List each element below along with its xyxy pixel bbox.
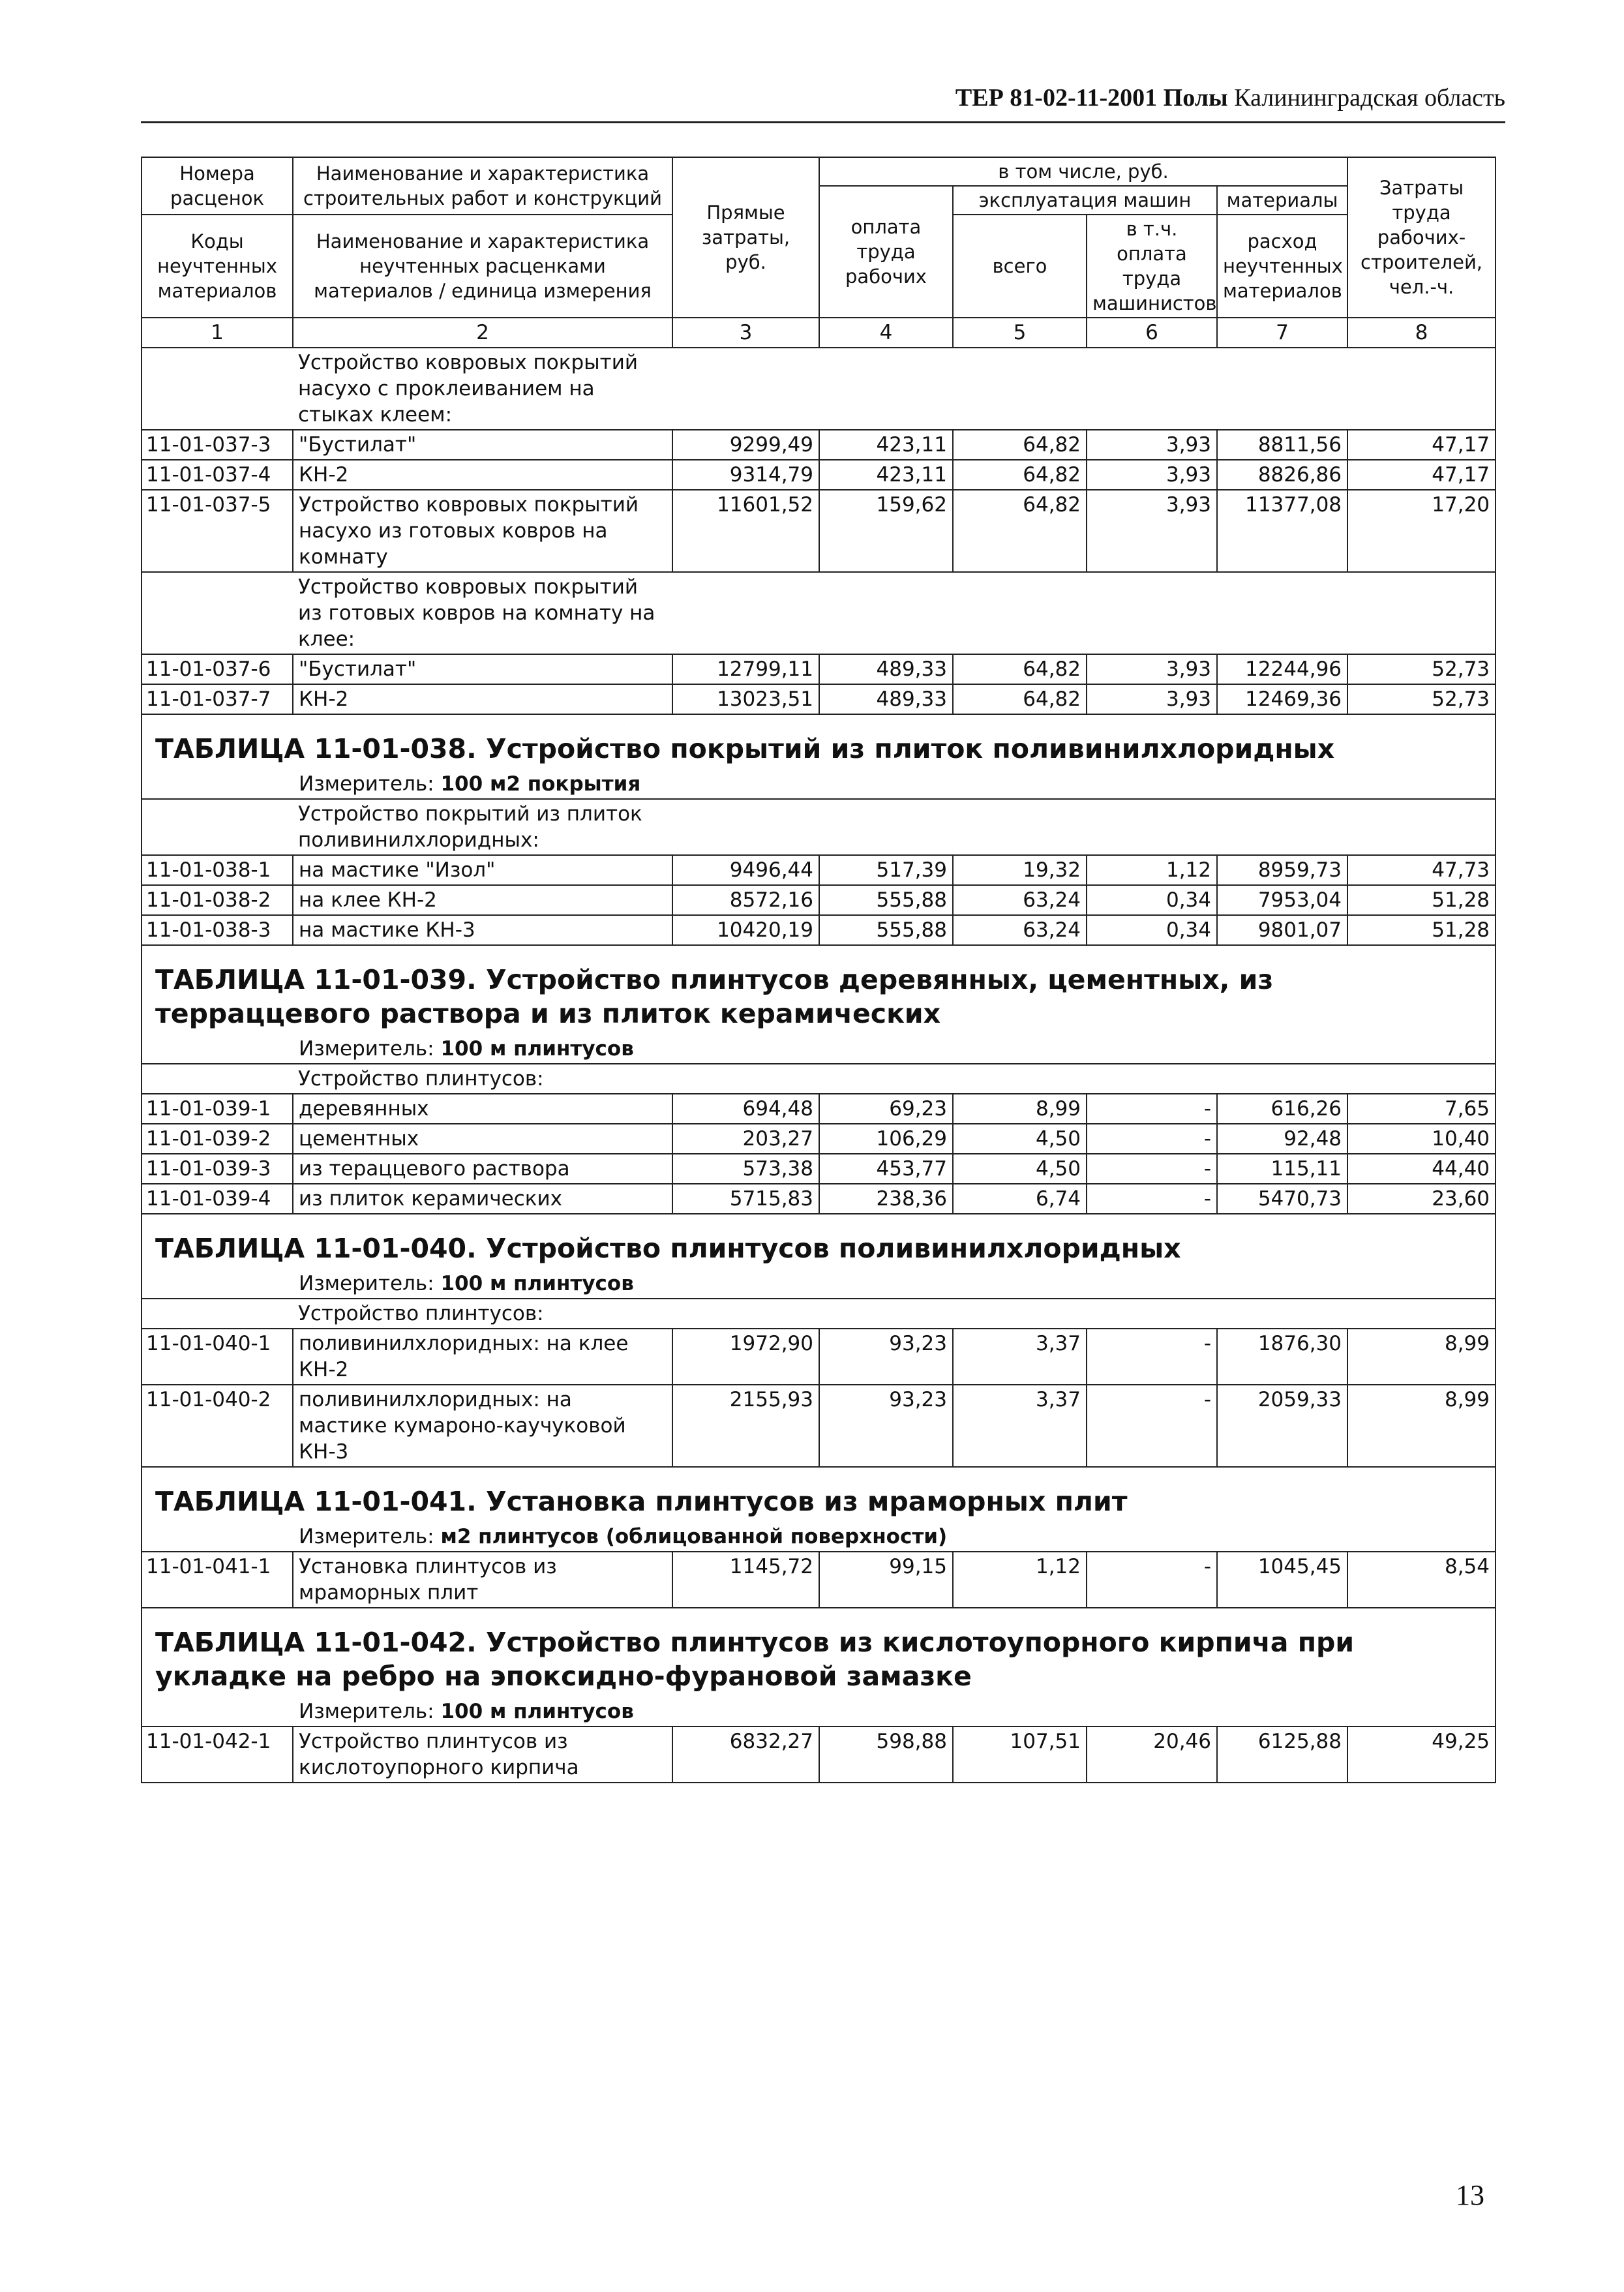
- column-number: 1: [142, 318, 293, 348]
- meter-value: м2 плинтусов (облицованной поверхности): [440, 1525, 948, 1548]
- table-title-row: [142, 1214, 1496, 1269]
- table-row: [142, 915, 1496, 945]
- table-title-row: [142, 714, 1496, 770]
- rate-name: Установка плинтусов из мраморных плит: [293, 1552, 672, 1608]
- rate-value: 47,17: [1347, 460, 1496, 490]
- rate-value: 12799,11: [672, 654, 819, 684]
- table-row: [142, 1124, 1496, 1154]
- rate-value: -: [1087, 1552, 1217, 1608]
- rate-value: 44,40: [1347, 1154, 1496, 1184]
- rate-code: 11-01-040-1: [142, 1329, 293, 1385]
- table-label: ТАБЛИЦА 11-01-041.: [155, 1486, 477, 1517]
- rate-value: 17,20: [1347, 490, 1496, 572]
- rate-value: 8826,86: [1217, 460, 1347, 490]
- rate-value: -: [1087, 1154, 1217, 1184]
- rate-value: 8959,73: [1217, 855, 1347, 885]
- rate-value: 423,11: [819, 430, 953, 460]
- document-code: ТЕР 81-02-11-2001 Полы: [955, 84, 1228, 112]
- table-row: [142, 684, 1496, 714]
- col-machines: эксплуатация машин: [953, 186, 1217, 215]
- rate-name: поливинилхлоридных: на клее КН-2: [293, 1329, 672, 1385]
- rate-name: на мастике "Изол": [293, 855, 672, 885]
- column-number: 3: [672, 318, 819, 348]
- rate-value: 2059,33: [1217, 1385, 1347, 1467]
- rates-table-body: [142, 157, 1496, 1783]
- table-row: [142, 1552, 1496, 1608]
- table-row: [142, 1385, 1496, 1467]
- rate-value: 1,12: [953, 1552, 1087, 1608]
- table-name: Устройство плинтусов деревянных, цементных, из терраццевого раствора и из плиток керамических: [155, 964, 1274, 1029]
- rate-value: 63,24: [953, 885, 1087, 915]
- column-numbers-row: [142, 318, 1496, 348]
- rate-name: поливинилхлоридных: на мастике кумароно-каучуковой КН-3: [293, 1385, 672, 1467]
- rate-value: 107,51: [953, 1727, 1087, 1783]
- rate-value: 9314,79: [672, 460, 819, 490]
- rate-name: из тераццевого раствора: [293, 1154, 672, 1184]
- meter-label: Измеритель:: [299, 1525, 434, 1548]
- column-number: 2: [293, 318, 672, 348]
- rate-value: 3,93: [1087, 684, 1217, 714]
- table-label: ТАБЛИЦА 11-01-039.: [155, 964, 477, 995]
- rate-value: 6,74: [953, 1184, 1087, 1214]
- rate-value: 93,23: [819, 1385, 953, 1467]
- rate-value: 8811,56: [1217, 430, 1347, 460]
- rate-value: -: [1087, 1385, 1217, 1467]
- group-empty: [672, 799, 1496, 855]
- rate-code: 11-01-038-3: [142, 915, 293, 945]
- rate-value: 115,11: [1217, 1154, 1347, 1184]
- group-blank: [142, 572, 293, 654]
- group-row: [142, 348, 1496, 430]
- table-title-row: [142, 1608, 1496, 1697]
- rate-value: 616,26: [1217, 1094, 1347, 1124]
- col-labor-pay: оплата труда рабочих: [819, 186, 953, 318]
- col-machines-labor: в т.ч. оплата труда машинистов: [1087, 215, 1217, 318]
- rate-value: 5715,83: [672, 1184, 819, 1214]
- meter: [142, 1697, 1496, 1727]
- rate-value: 3,93: [1087, 460, 1217, 490]
- rate-name: "Бустилат": [293, 430, 672, 460]
- rate-value: 203,27: [672, 1124, 819, 1154]
- rate-value: 9496,44: [672, 855, 819, 885]
- group-title: Устройство ковровых покрытий насухо с проклеиванием на стыках клеем:: [293, 348, 672, 430]
- rate-code: 11-01-039-2: [142, 1124, 293, 1154]
- rate-code: 11-01-041-1: [142, 1552, 293, 1608]
- meter: [142, 1522, 1496, 1552]
- meter-label: Измеритель:: [299, 1700, 434, 1723]
- col-missing-codes: Коды неучтенных материалов: [142, 215, 293, 318]
- table-row: [142, 855, 1496, 885]
- table-row: [142, 1727, 1496, 1783]
- meter-value: 100 м плинтусов: [440, 1700, 634, 1723]
- rate-value: 3,93: [1087, 654, 1217, 684]
- rate-value: 6832,27: [672, 1727, 819, 1783]
- meter-label: Измеритель:: [299, 1037, 434, 1061]
- rate-value: 51,28: [1347, 915, 1496, 945]
- rate-value: -: [1087, 1124, 1217, 1154]
- meter-row: [142, 1269, 1496, 1299]
- rate-value: 238,36: [819, 1184, 953, 1214]
- rate-value: 0,34: [1087, 885, 1217, 915]
- group-row: [142, 1064, 1496, 1094]
- meter: [142, 1269, 1496, 1299]
- table-row: [142, 490, 1496, 572]
- column-number: 5: [953, 318, 1087, 348]
- table-row: [142, 885, 1496, 915]
- rate-value: 9299,49: [672, 430, 819, 460]
- rate-value: 3,37: [953, 1329, 1087, 1385]
- table-title: [142, 945, 1496, 1034]
- group-blank: [142, 799, 293, 855]
- rate-value: 10420,19: [672, 915, 819, 945]
- rate-name: на клее КН-2: [293, 885, 672, 915]
- rate-value: 92,48: [1217, 1124, 1347, 1154]
- column-number: 8: [1347, 318, 1496, 348]
- rate-value: 1045,45: [1217, 1552, 1347, 1608]
- rate-value: -: [1087, 1184, 1217, 1214]
- table-name: Устройство плинтусов поливинилхлоридных: [485, 1233, 1181, 1264]
- rate-value: -: [1087, 1329, 1217, 1385]
- col-direct-costs: Прямые затраты, руб.: [672, 157, 819, 318]
- rate-name: КН-2: [293, 684, 672, 714]
- table-title-row: [142, 945, 1496, 1034]
- column-number: 4: [819, 318, 953, 348]
- group-empty: [672, 348, 1496, 430]
- column-number: 6: [1087, 318, 1217, 348]
- rate-value: 47,73: [1347, 855, 1496, 885]
- col-labor-cost: Затраты труда рабочих-строителей, чел.-ч.: [1347, 157, 1496, 318]
- rate-value: 2155,93: [672, 1385, 819, 1467]
- rate-value: 0,34: [1087, 915, 1217, 945]
- rate-code: 11-01-037-6: [142, 654, 293, 684]
- rate-value: 6125,88: [1217, 1727, 1347, 1783]
- rate-value: 159,62: [819, 490, 953, 572]
- rate-value: 11601,52: [672, 490, 819, 572]
- col-materials: материалы: [1217, 186, 1347, 215]
- meter-row: [142, 1697, 1496, 1727]
- rate-value: 8,54: [1347, 1552, 1496, 1608]
- rate-value: 7953,04: [1217, 885, 1347, 915]
- rate-value: 1145,72: [672, 1552, 819, 1608]
- rate-value: 12469,36: [1217, 684, 1347, 714]
- rate-code: 11-01-040-2: [142, 1385, 293, 1467]
- rate-code: 11-01-039-4: [142, 1184, 293, 1214]
- rate-code: 11-01-037-7: [142, 684, 293, 714]
- rate-value: -: [1087, 1094, 1217, 1124]
- table-title: [142, 714, 1496, 770]
- rate-value: 573,38: [672, 1154, 819, 1184]
- group-empty: [672, 1299, 1496, 1329]
- rate-value: 69,23: [819, 1094, 953, 1124]
- rate-value: 64,82: [953, 460, 1087, 490]
- rate-value: 64,82: [953, 490, 1087, 572]
- rate-value: 20,46: [1087, 1727, 1217, 1783]
- rate-code: 11-01-039-1: [142, 1094, 293, 1124]
- table-title-row: [142, 1467, 1496, 1522]
- meter-value: 100 м плинтусов: [440, 1037, 634, 1061]
- rates-table: [141, 157, 1496, 1783]
- group-title: Устройство плинтусов:: [293, 1299, 672, 1329]
- table-label: ТАБЛИЦА 11-01-042.: [155, 1627, 477, 1658]
- col-materials-use: расход неучтенных материалов: [1217, 215, 1347, 318]
- rate-value: 5470,73: [1217, 1184, 1347, 1214]
- rate-name: из плиток керамических: [293, 1184, 672, 1214]
- rate-name: Устройство ковровых покрытий насухо из готовых ковров на комнату: [293, 490, 672, 572]
- table-name: Устройство покрытий из плиток поливинилхлоридных: [485, 733, 1335, 764]
- rate-value: 517,39: [819, 855, 953, 885]
- meter-row: [142, 1522, 1496, 1552]
- group-row: [142, 799, 1496, 855]
- rate-value: 64,82: [953, 654, 1087, 684]
- table-row: [142, 460, 1496, 490]
- rate-value: 13023,51: [672, 684, 819, 714]
- rate-value: 11377,08: [1217, 490, 1347, 572]
- rate-value: 51,28: [1347, 885, 1496, 915]
- rate-value: 12244,96: [1217, 654, 1347, 684]
- rate-name: цементных: [293, 1124, 672, 1154]
- rate-value: 4,50: [953, 1154, 1087, 1184]
- rate-value: 489,33: [819, 684, 953, 714]
- rate-value: 10,40: [1347, 1124, 1496, 1154]
- rate-value: 19,32: [953, 855, 1087, 885]
- rate-value: 8,99: [1347, 1385, 1496, 1467]
- col-name-materials: Наименование и характеристика неучтенных расценками материалов / единица измерения: [293, 215, 672, 318]
- rate-value: 555,88: [819, 885, 953, 915]
- table-label: ТАБЛИЦА 11-01-038.: [155, 733, 477, 764]
- rate-code: 11-01-039-3: [142, 1154, 293, 1184]
- rate-name: Устройство плинтусов из кислотоупорного кирпича: [293, 1727, 672, 1783]
- rate-value: 47,17: [1347, 430, 1496, 460]
- meter-value: 100 м плинтусов: [440, 1272, 634, 1295]
- rate-value: 8,99: [953, 1094, 1087, 1124]
- rate-value: 7,65: [1347, 1094, 1496, 1124]
- rate-value: 52,73: [1347, 684, 1496, 714]
- table-row: [142, 1184, 1496, 1214]
- rate-value: 1,12: [1087, 855, 1217, 885]
- rate-value: 1972,90: [672, 1329, 819, 1385]
- meter-row: [142, 1034, 1496, 1064]
- group-title: Устройство плинтусов:: [293, 1064, 672, 1094]
- rate-value: 598,88: [819, 1727, 953, 1783]
- rate-code: 11-01-037-3: [142, 430, 293, 460]
- group-blank: [142, 348, 293, 430]
- column-number: 7: [1217, 318, 1347, 348]
- rate-value: 64,82: [953, 430, 1087, 460]
- table-name: Установка плинтусов из мраморных плит: [485, 1486, 1128, 1517]
- meter-label: Измеритель:: [299, 772, 434, 796]
- table-row: [142, 430, 1496, 460]
- rate-value: 3,93: [1087, 490, 1217, 572]
- rate-name: КН-2: [293, 460, 672, 490]
- page-header: [141, 83, 1505, 123]
- rate-value: 63,24: [953, 915, 1087, 945]
- rate-code: 11-01-037-4: [142, 460, 293, 490]
- table-title: [142, 1467, 1496, 1522]
- meter-value: 100 м2 покрытия: [440, 772, 641, 796]
- header-row-1: [142, 157, 1496, 186]
- meter-label: Измеритель:: [299, 1272, 434, 1295]
- rate-value: 64,82: [953, 684, 1087, 714]
- rate-value: 52,73: [1347, 654, 1496, 684]
- rate-value: 106,29: [819, 1124, 953, 1154]
- rate-code: 11-01-038-1: [142, 855, 293, 885]
- rate-value: 555,88: [819, 915, 953, 945]
- rate-value: 3,93: [1087, 430, 1217, 460]
- rate-name: на мастике КН-3: [293, 915, 672, 945]
- rate-value: 4,50: [953, 1124, 1087, 1154]
- group-row: [142, 572, 1496, 654]
- col-name-works: Наименование и характеристика строительных работ и конструкций: [293, 157, 672, 215]
- group-row: [142, 1299, 1496, 1329]
- rate-name: "Бустилат": [293, 654, 672, 684]
- rate-value: 93,23: [819, 1329, 953, 1385]
- rate-code: 11-01-037-5: [142, 490, 293, 572]
- table-row: [142, 654, 1496, 684]
- meter: [142, 1034, 1496, 1064]
- table-title: [142, 1608, 1496, 1697]
- table-row: [142, 1094, 1496, 1124]
- rate-value: 9801,07: [1217, 915, 1347, 945]
- rate-value: 694,48: [672, 1094, 819, 1124]
- rate-value: 23,60: [1347, 1184, 1496, 1214]
- col-rate-number: Номера расценок: [142, 157, 293, 215]
- group-blank: [142, 1299, 293, 1329]
- rate-value: 453,77: [819, 1154, 953, 1184]
- table-row: [142, 1154, 1496, 1184]
- table-title: [142, 1214, 1496, 1269]
- rate-value: 99,15: [819, 1552, 953, 1608]
- table-label: ТАБЛИЦА 11-01-040.: [155, 1233, 477, 1264]
- rate-value: 1876,30: [1217, 1329, 1347, 1385]
- rate-code: 11-01-042-1: [142, 1727, 293, 1783]
- group-title: Устройство покрытий из плиток поливинилхлоридных:: [293, 799, 672, 855]
- rate-value: 489,33: [819, 654, 953, 684]
- rate-value: 423,11: [819, 460, 953, 490]
- rate-name: деревянных: [293, 1094, 672, 1124]
- region-label: Калининградская область: [1234, 84, 1505, 112]
- rate-value: 49,25: [1347, 1727, 1496, 1783]
- meter-row: [142, 770, 1496, 799]
- rate-value: 8572,16: [672, 885, 819, 915]
- table-name: Устройство плинтусов из кислотоупорного кирпича при укладке на ребро на эпоксидно-фурановой замазке: [155, 1627, 1355, 1692]
- col-including: в том числе, руб.: [819, 157, 1347, 186]
- table-row: [142, 1329, 1496, 1385]
- group-empty: [672, 572, 1496, 654]
- group-blank: [142, 1064, 293, 1094]
- group-title: Устройство ковровых покрытий из готовых ковров на комнату на клее:: [293, 572, 672, 654]
- col-machines-total: всего: [953, 215, 1087, 318]
- group-empty: [672, 1064, 1496, 1094]
- rate-value: 3,37: [953, 1385, 1087, 1467]
- rates-sheet: [141, 157, 1495, 1783]
- page-number: 13: [1456, 2179, 1484, 2211]
- meter: [142, 770, 1496, 799]
- rate-code: 11-01-038-2: [142, 885, 293, 915]
- rate-value: 8,99: [1347, 1329, 1496, 1385]
